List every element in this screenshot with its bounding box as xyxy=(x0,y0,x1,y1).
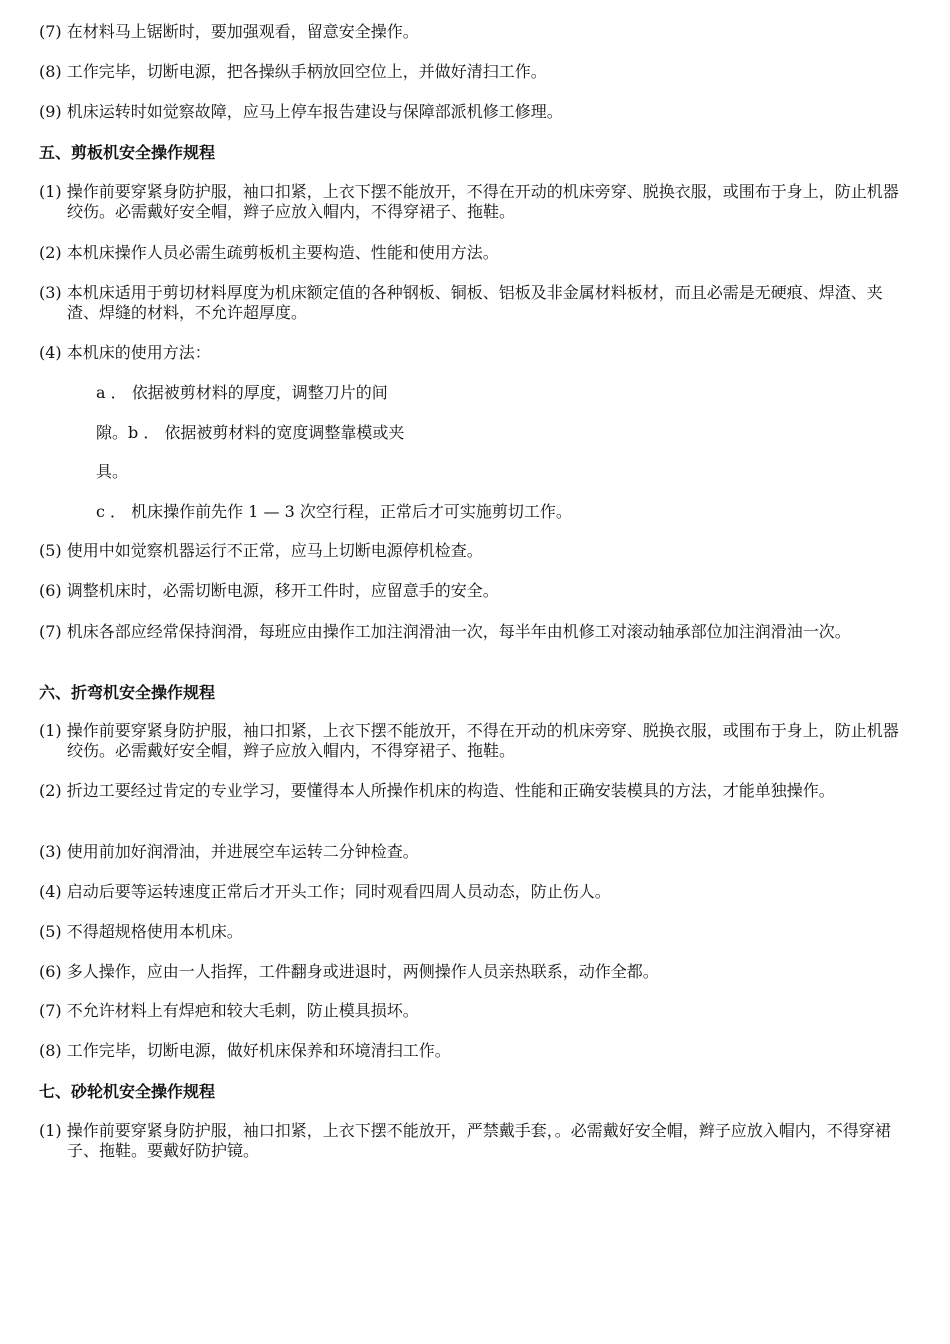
section-6-item-7: (7) 不允许材料上有焊疤和较大毛刺，防止模具损坏。 xyxy=(39,1001,419,1020)
section-6-item-2: (2) 折边工要经过肯定的专业学习，要懂得本人所操作机床的构造、性能和正确安装模具的方法，才能单独操作。 xyxy=(39,781,835,800)
section-5-item-6: (6) 调整机床时，必需切断电源，移开工件时，应留意手的安全。 xyxy=(39,581,499,600)
section-5-item-7: (7) 机床各部应经常保持润滑，每班应由操作工加注润滑油一次，每半年由机修工对滚动轴承部位加注润滑油一次。 xyxy=(39,622,851,641)
section-5-title: 五、剪板机安全操作规程 xyxy=(39,143,216,162)
section-6-item-4: (4) 启动后要等运转速度正常后才开头工作；同时观看四周人员动态，防止伤人。 xyxy=(39,882,611,901)
section-5-sub-line-3: 具。 xyxy=(96,462,129,481)
section-6-title: 六、折弯机安全操作规程 xyxy=(39,683,216,702)
section-5-sub-line-1: a ． 依据被剪材料的厚度，调整刀片的间 xyxy=(96,383,388,402)
prev-item-7: (7) 在材料马上锯断时，要加强观看，留意安全操作。 xyxy=(39,22,419,41)
section-5-item-4: (4) 本机床的使用方法： xyxy=(39,343,211,362)
section-6-item-6: (6) 多人操作，应由一人指挥，工件翻身或进退时，两侧操作人员亲热联系，动作全都。 xyxy=(39,962,659,981)
section-6-item-8: (8) 工作完毕，切断电源，做好机床保养和环境清扫工作。 xyxy=(39,1041,451,1060)
prev-item-8: (8) 工作完毕，切断电源，把各操纵手柄放回空位上，并做好清扫工作。 xyxy=(39,62,547,81)
section-6-item-1: (1) 操作前要穿紧身防护服，袖口扣紧，上衣下摆不能放开，不得在开动的机床旁穿、脱换衣服，或围布于身上，防止机器绞伤。必需戴好安全帽，辫子应放入帽内，不得穿裙子、拖鞋。 xyxy=(39,721,899,760)
section-5-sub-line-4: c ． 机床操作前先作 1 — 3 次空行程，正常后才可实施剪切工作。 xyxy=(96,502,572,521)
section-5-item-1: (1) 操作前要穿紧身防护服，袖口扣紧，上衣下摆不能放开，不得在开动的机床旁穿、脱换衣服，或围布于身上，防止机器绞伤。必需戴好安全帽，辫子应放入帽内，不得穿裙子、拖鞋。 xyxy=(39,182,899,221)
section-6-item-3: (3) 使用前加好润滑油，并进展空车运转二分钟检查。 xyxy=(39,842,419,861)
section-6-item-5: (5) 不得超规格使用本机床。 xyxy=(39,922,243,941)
section-7-title: 七、砂轮机安全操作规程 xyxy=(39,1082,216,1101)
prev-item-9: (9) 机床运转时如觉察故障，应马上停车报告建设与保障部派机修工修理。 xyxy=(39,102,563,121)
section-5-item-2: (2) 本机床操作人员必需生疏剪板机主要构造、性能和使用方法。 xyxy=(39,243,499,262)
section-7-item-1: (1) 操作前要穿紧身防护服，袖口扣紧，上衣下摆不能放开，严禁戴手套，。必需戴好安全帽，辫子应放入帽内，不得穿裙子、拖鞋。要戴好防护镜。 xyxy=(39,1121,891,1160)
section-5-item-5: (5) 使用中如觉察机器运行不正常，应马上切断电源停机检查。 xyxy=(39,541,483,560)
section-5-item-3: (3) 本机床适用于剪切材料厚度为机床额定值的各种钢板、铜板、铝板及非金属材料板材，而且必需是无硬痕、焊渣、夹渣、焊缝的材料，不允许超厚度。 xyxy=(39,283,883,322)
section-5-sub-line-2: 隙。b ． 依据被剪材料的宽度调整靠模或夹 xyxy=(96,423,405,442)
